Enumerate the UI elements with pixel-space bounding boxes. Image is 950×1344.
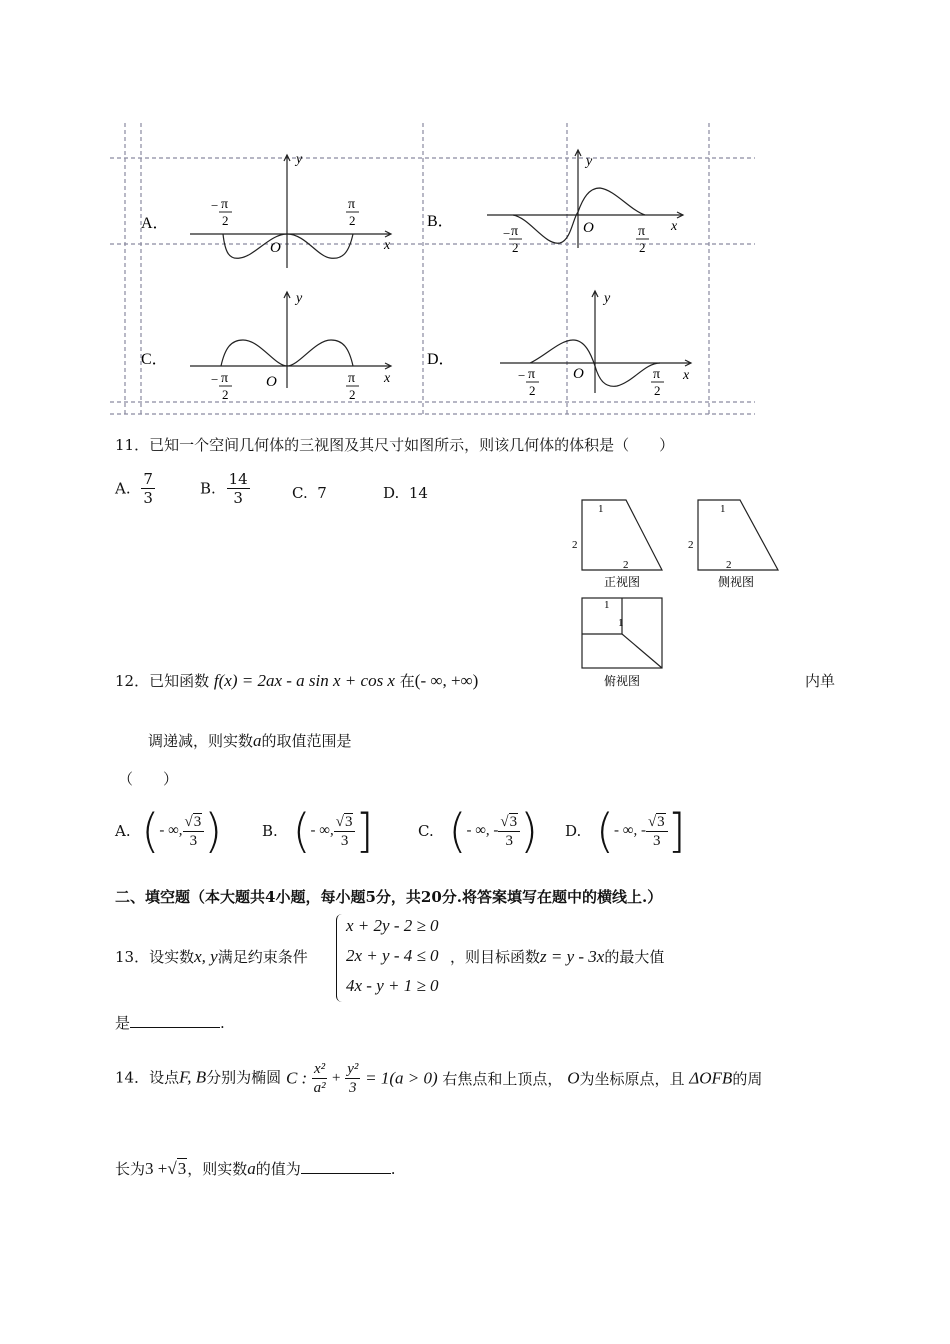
svg-text:2: 2 [349, 213, 356, 228]
q12-stem-line1: 12．已知函数 f(x) = 2ax - a sin x + cos x 在(- ∞, +∞) [115, 671, 479, 690]
q11-option-b: B. $\frac{14}{3}$ [200, 470, 248, 507]
svg-text:2: 2 [572, 539, 578, 551]
q13-prefix: 13．设实数x, y满足约束条件 [115, 947, 308, 966]
q11-stem: 11．已知一个空间几何体的三视图及其尺寸如图所示，则该几何体的体积是（ ） [115, 436, 675, 454]
svg-text:y: y [604, 291, 611, 306]
svg-text:y: y [296, 152, 303, 167]
q12-stem-line2: 调递减，则实数a的取值范围是 [148, 731, 352, 750]
q12-option-c: C. (- ∞, - $\frac{√3}{3}$ ) [418, 804, 539, 858]
q13-constraint-2: 2x + y - 4 ≤ 0 [346, 946, 439, 965]
svg-text:x: x [384, 238, 391, 253]
svg-text:2: 2 [688, 539, 694, 551]
q13-brace [336, 914, 343, 1002]
q13-constraint-1: x + 2y - 2 ≥ 0 [346, 916, 439, 935]
svg-text:1: 1 [598, 503, 604, 515]
svg-text:y: y [296, 291, 303, 306]
front-view-shape [582, 500, 662, 570]
svg-text:π: π [221, 197, 229, 212]
svg-text:π: π [638, 224, 646, 239]
svg-text:y: y [586, 154, 593, 169]
svg-text:O: O [573, 366, 584, 382]
svg-text:侧视图: 侧视图 [718, 575, 755, 589]
svg-text:2: 2 [654, 383, 661, 398]
svg-text:1: 1 [720, 503, 726, 515]
q12-option-d: D. (- ∞, - $\frac{√3}{3}$ ] [565, 804, 686, 858]
q13-answer-blank[interactable] [130, 1013, 220, 1028]
svg-text:2: 2 [349, 387, 356, 402]
svg-text:2: 2 [512, 240, 519, 255]
section-2-heading: 二、填空题（本大题共4小题，每小题5分，共20分.将答案填写在题中的横线上.） [115, 888, 663, 906]
svg-text:O: O [583, 220, 594, 236]
svg-text:x: x [384, 371, 391, 386]
svg-text:2: 2 [639, 240, 646, 255]
graph-d-label: D． [427, 351, 455, 368]
svg-text:x: x [671, 219, 678, 234]
svg-text:O: O [270, 240, 281, 256]
svg-text:正视图: 正视图 [604, 575, 641, 589]
svg-text:π: π [653, 367, 661, 382]
q12-option-a: A. (- ∞, $\frac{√3}{3}$ ) [115, 804, 223, 858]
svg-text:O: O [266, 374, 277, 390]
q13-line2: 是 . [115, 1014, 225, 1032]
svg-text:1: 1 [618, 617, 624, 629]
graph-b-label: B． [427, 213, 454, 230]
svg-text:2: 2 [623, 559, 629, 571]
svg-text:π: π [348, 371, 356, 386]
q14-answer-blank[interactable] [301, 1159, 391, 1174]
three-views-figure [566, 492, 786, 692]
q12-answer-paren: （ ） [118, 770, 179, 788]
svg-text:1: 1 [604, 599, 610, 611]
svg-text:π: π [528, 367, 536, 382]
q12-option-b: B. (- ∞, $\frac{√3}{3}$ ] [262, 804, 374, 858]
q13-objective: ，则目标函数z = y - 3x的最大值 [450, 947, 665, 966]
svg-text:−: − [503, 226, 511, 241]
svg-text:−: − [518, 368, 526, 383]
graph-c-label: C． [141, 351, 168, 368]
q11-option-d: D. 14 [383, 484, 428, 502]
svg-text:π: π [221, 371, 229, 386]
q11-option-c: C. 7 [292, 484, 327, 502]
svg-text:x: x [683, 368, 690, 383]
svg-text:−: − [211, 198, 219, 213]
svg-text:2: 2 [529, 383, 536, 398]
svg-text:2: 2 [726, 559, 732, 571]
q13-constraint-3: 4x - y + 1 ≥ 0 [346, 976, 439, 995]
graph-options-figure [105, 118, 760, 418]
q11-option-a: A. $\frac{7}{3}$ [115, 470, 153, 507]
svg-text:2: 2 [222, 387, 229, 402]
svg-text:π: π [511, 224, 519, 239]
graph-a-label: A． [141, 215, 169, 232]
svg-text:2: 2 [222, 213, 229, 228]
q14-stem-line1: 14．设点F, B分别为椭圆 C : $\frac{\text{x²}}{\text{a²}}$ + $\frac{\text{y²}}{3}$ = 1(a > 0) 右焦点和上顶点， O为坐标原点，且 ΔOFB的周 [115, 1061, 763, 1096]
q14-stem-line2: 长为3 +√3，则实数a的值为 . [115, 1159, 396, 1178]
svg-text:俯视图: 俯视图 [604, 674, 641, 688]
svg-text:π: π [348, 197, 356, 212]
q12-stem-suffix: 内单 [805, 672, 836, 690]
side-view-shape [698, 500, 778, 570]
svg-text:−: − [211, 372, 219, 387]
